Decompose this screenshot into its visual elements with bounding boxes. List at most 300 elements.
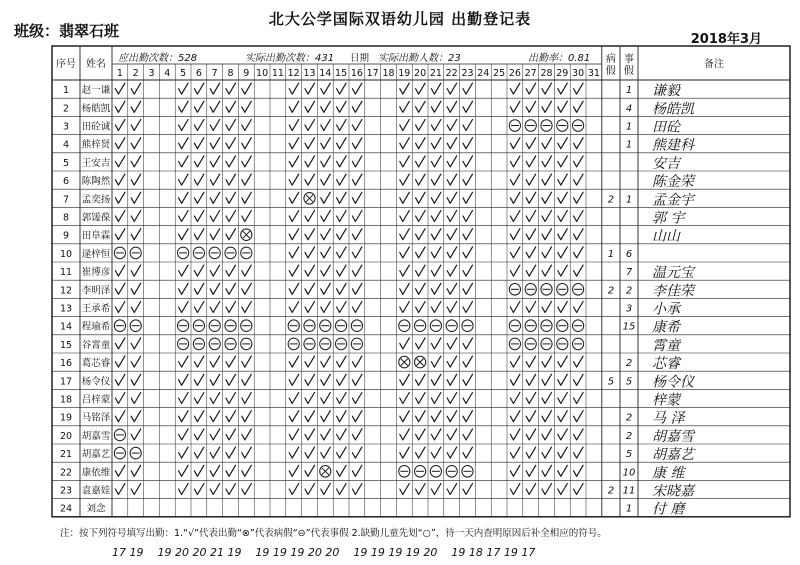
row-sick-days: 2 bbox=[607, 194, 615, 206]
day-number-8: 8 bbox=[227, 68, 234, 79]
present-check-icon bbox=[321, 101, 331, 112]
present-check-icon bbox=[289, 374, 299, 385]
present-check-icon bbox=[558, 247, 568, 258]
present-check-icon bbox=[131, 192, 141, 203]
row-seq: 2 bbox=[62, 103, 70, 115]
present-check-icon bbox=[242, 192, 252, 203]
row-personal-days: 5 bbox=[625, 376, 633, 388]
day-number-30: 30 bbox=[572, 68, 585, 79]
present-check-icon bbox=[131, 393, 141, 404]
row-seq: 12 bbox=[59, 285, 73, 297]
present-check-icon bbox=[526, 247, 536, 258]
present-check-icon bbox=[321, 174, 331, 185]
present-check-icon bbox=[416, 338, 426, 349]
present-check-icon bbox=[179, 356, 189, 367]
present-check-icon bbox=[400, 338, 410, 349]
present-check-icon bbox=[463, 393, 473, 404]
present-check-icon bbox=[242, 211, 252, 222]
present-check-icon bbox=[115, 356, 125, 367]
class-label: 班级：翡翠石班 bbox=[14, 22, 120, 40]
present-check-icon bbox=[542, 138, 552, 149]
present-check-icon bbox=[194, 83, 204, 94]
present-check-icon bbox=[526, 101, 536, 112]
row-signature: 胡嘉艺 bbox=[652, 447, 694, 464]
present-check-icon bbox=[558, 174, 568, 185]
present-check-icon bbox=[194, 302, 204, 313]
present-check-icon bbox=[510, 374, 520, 385]
present-check-icon bbox=[179, 283, 189, 294]
present-check-icon bbox=[463, 484, 473, 495]
row-seq: 7 bbox=[62, 194, 70, 206]
present-check-icon bbox=[321, 393, 331, 404]
present-check-icon bbox=[194, 101, 204, 112]
present-check-icon bbox=[194, 447, 204, 458]
present-check-icon bbox=[131, 484, 141, 495]
present-check-icon bbox=[289, 192, 299, 203]
present-check-icon bbox=[542, 83, 552, 94]
attendance-rate: 出勤率：0.81 bbox=[528, 53, 591, 64]
present-check-icon bbox=[226, 411, 236, 422]
present-check-icon bbox=[321, 302, 331, 313]
present-check-icon bbox=[179, 101, 189, 112]
row-personal-days: 4 bbox=[625, 103, 633, 115]
daily-totals: 17 19 19 20 20 21 19 19 19 19 20 20 19 19 19 19 20 19 18 17 19 17 bbox=[112, 546, 536, 559]
day-number-20: 20 bbox=[414, 68, 427, 79]
present-check-icon bbox=[526, 138, 536, 149]
present-check-icon bbox=[289, 138, 299, 149]
present-check-icon bbox=[431, 120, 441, 131]
present-check-icon bbox=[226, 101, 236, 112]
row-name: 赵一谦 bbox=[81, 85, 111, 97]
present-check-icon bbox=[352, 156, 362, 167]
present-check-icon bbox=[210, 393, 220, 404]
row-name: 胡嘉雪 bbox=[81, 430, 111, 442]
present-check-icon bbox=[574, 429, 584, 440]
row-signature: 杨令仪 bbox=[652, 374, 694, 391]
present-check-icon bbox=[352, 411, 362, 422]
row-signature: 李佳荣 bbox=[652, 283, 694, 300]
present-check-icon bbox=[558, 83, 568, 94]
present-check-icon bbox=[194, 174, 204, 185]
row-name: 程瑜希 bbox=[81, 321, 111, 333]
present-check-icon bbox=[526, 229, 536, 240]
table-cells bbox=[56, 52, 724, 518]
present-check-icon bbox=[526, 83, 536, 94]
present-check-icon bbox=[321, 247, 331, 258]
present-check-icon bbox=[305, 247, 315, 258]
present-check-icon bbox=[115, 138, 125, 149]
present-check-icon bbox=[352, 356, 362, 367]
present-check-icon bbox=[242, 120, 252, 131]
present-check-icon bbox=[179, 265, 189, 276]
present-check-icon bbox=[337, 101, 347, 112]
present-check-icon bbox=[447, 302, 457, 313]
present-check-icon bbox=[558, 374, 568, 385]
present-check-icon bbox=[431, 447, 441, 458]
present-check-icon bbox=[337, 411, 347, 422]
row-sick-days: 1 bbox=[607, 248, 615, 260]
present-check-icon bbox=[352, 302, 362, 313]
present-check-icon bbox=[194, 374, 204, 385]
present-check-icon bbox=[431, 265, 441, 276]
present-check-icon bbox=[416, 374, 426, 385]
row-signature: 胡嘉雪 bbox=[652, 428, 694, 445]
present-check-icon bbox=[431, 374, 441, 385]
row-signature: 山山 bbox=[652, 228, 680, 245]
present-check-icon bbox=[210, 265, 220, 276]
present-check-icon bbox=[416, 101, 426, 112]
present-check-icon bbox=[352, 447, 362, 458]
present-check-icon bbox=[400, 211, 410, 222]
row-seq: 17 bbox=[59, 376, 73, 388]
row-seq: 13 bbox=[59, 303, 73, 315]
present-check-icon bbox=[131, 83, 141, 94]
footer-note: 注：按下列符号填写出勤：1.“√”代表出勤“⊗”代表病假“⊖”代表事假 2.缺勤儿童先划“○”，待一天内查明原因后补全相应的符号。 bbox=[60, 528, 607, 539]
present-check-icon bbox=[400, 229, 410, 240]
present-check-icon bbox=[321, 83, 331, 94]
day-number-5: 5 bbox=[180, 68, 187, 79]
present-check-icon bbox=[226, 356, 236, 367]
present-check-icon bbox=[226, 265, 236, 276]
row-personal-days: 2 bbox=[625, 358, 633, 370]
sick-leave-cross bbox=[243, 231, 250, 238]
row-name: 吕梓蒙 bbox=[81, 394, 111, 406]
present-check-icon bbox=[574, 393, 584, 404]
present-check-icon bbox=[321, 192, 331, 203]
present-check-icon bbox=[194, 120, 204, 131]
present-check-icon bbox=[226, 229, 236, 240]
present-check-icon bbox=[542, 265, 552, 276]
day-number-28: 28 bbox=[540, 68, 553, 79]
present-check-icon bbox=[463, 429, 473, 440]
present-check-icon bbox=[242, 156, 252, 167]
present-check-icon bbox=[574, 356, 584, 367]
present-check-icon bbox=[337, 283, 347, 294]
present-check-icon bbox=[352, 465, 362, 476]
present-check-icon bbox=[510, 447, 520, 458]
row-signature: 谦毅 bbox=[652, 83, 680, 100]
present-check-icon bbox=[542, 156, 552, 167]
present-check-icon bbox=[431, 393, 441, 404]
actual-count: 实际出勤次数：431 bbox=[245, 53, 335, 64]
present-check-icon bbox=[416, 484, 426, 495]
present-check-icon bbox=[526, 265, 536, 276]
present-check-icon bbox=[289, 411, 299, 422]
present-check-icon bbox=[194, 411, 204, 422]
present-check-icon bbox=[194, 265, 204, 276]
present-check-icon bbox=[447, 101, 457, 112]
row-seq: 20 bbox=[59, 430, 73, 442]
row-seq: 16 bbox=[59, 358, 73, 370]
present-check-icon bbox=[226, 302, 236, 313]
present-check-icon bbox=[526, 447, 536, 458]
present-check-icon bbox=[305, 156, 315, 167]
present-check-icon bbox=[400, 174, 410, 185]
present-check-icon bbox=[305, 302, 315, 313]
row-personal-days: 11 bbox=[622, 485, 636, 497]
row-seq: 5 bbox=[62, 157, 70, 169]
present-check-icon bbox=[226, 138, 236, 149]
present-check-icon bbox=[131, 229, 141, 240]
present-check-icon bbox=[321, 283, 331, 294]
present-check-icon bbox=[321, 265, 331, 276]
present-check-icon bbox=[352, 120, 362, 131]
day-number-10: 10 bbox=[256, 68, 269, 79]
present-check-icon bbox=[526, 211, 536, 222]
present-check-icon bbox=[179, 465, 189, 476]
row-personal-days: 7 bbox=[625, 267, 633, 279]
present-check-icon bbox=[352, 83, 362, 94]
present-check-icon bbox=[447, 338, 457, 349]
present-check-icon bbox=[210, 465, 220, 476]
present-check-icon bbox=[305, 283, 315, 294]
row-name: 王承希 bbox=[81, 303, 111, 315]
present-check-icon bbox=[510, 247, 520, 258]
present-check-icon bbox=[447, 484, 457, 495]
present-check-icon bbox=[179, 447, 189, 458]
day-number-22: 22 bbox=[445, 68, 458, 79]
present-check-icon bbox=[400, 302, 410, 313]
present-check-icon bbox=[226, 374, 236, 385]
attendee-count: 实际出勤人数：23 bbox=[378, 53, 461, 64]
row-signature: 梓蒙 bbox=[652, 392, 680, 409]
present-check-icon bbox=[463, 211, 473, 222]
day-number-14: 14 bbox=[319, 68, 332, 79]
row-name: 胡嘉艺 bbox=[81, 449, 111, 461]
present-check-icon bbox=[305, 429, 315, 440]
present-check-icon bbox=[574, 211, 584, 222]
present-check-icon bbox=[321, 484, 331, 495]
present-check-icon bbox=[574, 302, 584, 313]
row-personal-days: 2 bbox=[625, 412, 633, 424]
present-check-icon bbox=[179, 411, 189, 422]
present-check-icon bbox=[510, 393, 520, 404]
present-check-icon bbox=[542, 247, 552, 258]
present-check-icon bbox=[352, 484, 362, 495]
present-check-icon bbox=[194, 156, 204, 167]
row-signature: 安吉 bbox=[652, 155, 680, 172]
present-check-icon bbox=[305, 229, 315, 240]
present-check-icon bbox=[194, 138, 204, 149]
present-check-icon bbox=[400, 484, 410, 495]
day-number-25: 25 bbox=[493, 68, 506, 79]
present-check-icon bbox=[526, 465, 536, 476]
present-check-icon bbox=[242, 484, 252, 495]
row-personal-days: 6 bbox=[625, 248, 633, 260]
present-check-icon bbox=[210, 192, 220, 203]
present-check-icon bbox=[131, 338, 141, 349]
present-check-icon bbox=[242, 374, 252, 385]
row-name: 崔博彦 bbox=[81, 267, 111, 279]
present-check-icon bbox=[194, 229, 204, 240]
present-check-icon bbox=[131, 211, 141, 222]
row-personal-days: 2 bbox=[625, 285, 633, 297]
present-check-icon bbox=[400, 101, 410, 112]
present-check-icon bbox=[416, 174, 426, 185]
present-check-icon bbox=[558, 192, 568, 203]
present-check-icon bbox=[179, 174, 189, 185]
present-check-icon bbox=[431, 411, 441, 422]
present-check-icon bbox=[542, 211, 552, 222]
present-check-icon bbox=[289, 302, 299, 313]
present-check-icon bbox=[447, 374, 457, 385]
present-check-icon bbox=[337, 447, 347, 458]
present-check-icon bbox=[337, 465, 347, 476]
present-check-icon bbox=[337, 156, 347, 167]
present-check-icon bbox=[574, 83, 584, 94]
present-check-icon bbox=[242, 101, 252, 112]
present-check-icon bbox=[416, 429, 426, 440]
present-check-icon bbox=[242, 283, 252, 294]
present-check-icon bbox=[337, 484, 347, 495]
present-check-icon bbox=[305, 393, 315, 404]
row-personal-days: 1 bbox=[625, 139, 633, 151]
present-check-icon bbox=[131, 120, 141, 131]
present-check-icon bbox=[242, 465, 252, 476]
present-check-icon bbox=[337, 211, 347, 222]
present-check-icon bbox=[210, 138, 220, 149]
present-check-icon bbox=[115, 192, 125, 203]
day-number-15: 15 bbox=[335, 68, 348, 79]
present-check-icon bbox=[194, 429, 204, 440]
present-check-icon bbox=[542, 229, 552, 240]
present-check-icon bbox=[226, 156, 236, 167]
present-check-icon bbox=[194, 192, 204, 203]
present-check-icon bbox=[131, 138, 141, 149]
present-check-icon bbox=[463, 338, 473, 349]
present-check-icon bbox=[416, 302, 426, 313]
present-check-icon bbox=[463, 447, 473, 458]
row-signature: 孟金宇 bbox=[652, 192, 694, 209]
present-check-icon bbox=[337, 393, 347, 404]
present-check-icon bbox=[226, 192, 236, 203]
present-check-icon bbox=[337, 174, 347, 185]
present-check-icon bbox=[431, 138, 441, 149]
day-number-16: 16 bbox=[350, 68, 363, 79]
present-check-icon bbox=[447, 429, 457, 440]
present-check-icon bbox=[463, 411, 473, 422]
present-check-icon bbox=[289, 393, 299, 404]
present-check-icon bbox=[321, 211, 331, 222]
present-check-icon bbox=[305, 83, 315, 94]
present-check-icon bbox=[321, 411, 331, 422]
present-check-icon bbox=[210, 83, 220, 94]
present-check-icon bbox=[352, 138, 362, 149]
present-check-icon bbox=[447, 211, 457, 222]
row-seq: 14 bbox=[59, 321, 73, 333]
day-number-3: 3 bbox=[148, 68, 155, 79]
row-personal-days: 1 bbox=[625, 194, 633, 206]
present-check-icon bbox=[526, 374, 536, 385]
row-seq: 15 bbox=[59, 339, 73, 351]
day-number-13: 13 bbox=[303, 68, 316, 79]
present-check-icon bbox=[558, 356, 568, 367]
present-check-icon bbox=[510, 156, 520, 167]
row-personal-days: 1 bbox=[625, 85, 633, 97]
row-seq: 19 bbox=[59, 412, 73, 424]
present-check-icon bbox=[289, 229, 299, 240]
row-name: 袁嘉娃 bbox=[81, 485, 111, 497]
present-check-icon bbox=[400, 374, 410, 385]
row-signature: 芯睿 bbox=[652, 356, 680, 373]
present-check-icon bbox=[131, 101, 141, 112]
present-check-icon bbox=[352, 247, 362, 258]
present-check-icon bbox=[115, 174, 125, 185]
present-check-icon bbox=[463, 174, 473, 185]
present-check-icon bbox=[289, 429, 299, 440]
present-check-icon bbox=[510, 138, 520, 149]
present-check-icon bbox=[431, 192, 441, 203]
present-check-icon bbox=[400, 120, 410, 131]
present-check-icon bbox=[115, 265, 125, 276]
present-check-icon bbox=[352, 211, 362, 222]
present-check-icon bbox=[226, 283, 236, 294]
present-check-icon bbox=[115, 229, 125, 240]
sick-header-char-1: 病 bbox=[605, 54, 616, 65]
day-number-17: 17 bbox=[366, 68, 379, 79]
present-check-icon bbox=[289, 283, 299, 294]
present-check-icon bbox=[447, 229, 457, 240]
present-check-icon bbox=[321, 156, 331, 167]
present-check-icon bbox=[210, 101, 220, 112]
present-check-icon bbox=[526, 429, 536, 440]
present-check-icon bbox=[179, 138, 189, 149]
present-check-icon bbox=[447, 356, 457, 367]
present-check-icon bbox=[447, 174, 457, 185]
present-check-icon bbox=[352, 174, 362, 185]
present-check-icon bbox=[226, 393, 236, 404]
present-check-icon bbox=[337, 229, 347, 240]
name-header: 姓名 bbox=[86, 59, 106, 70]
present-check-icon bbox=[337, 429, 347, 440]
present-check-icon bbox=[463, 156, 473, 167]
day-number-26: 26 bbox=[508, 68, 521, 79]
present-check-icon bbox=[226, 211, 236, 222]
present-check-icon bbox=[431, 484, 441, 495]
present-check-icon bbox=[305, 356, 315, 367]
present-check-icon bbox=[510, 429, 520, 440]
sick-leave-cross bbox=[417, 359, 424, 366]
present-check-icon bbox=[115, 120, 125, 131]
present-check-icon bbox=[210, 211, 220, 222]
row-personal-days: 1 bbox=[625, 503, 633, 515]
present-check-icon bbox=[289, 265, 299, 276]
row-seq: 9 bbox=[62, 230, 70, 242]
present-check-icon bbox=[574, 156, 584, 167]
row-seq: 22 bbox=[59, 467, 73, 479]
personal-header-char-1: 事 bbox=[624, 54, 634, 65]
present-check-icon bbox=[337, 83, 347, 94]
present-check-icon bbox=[210, 429, 220, 440]
present-check-icon bbox=[558, 302, 568, 313]
row-seq: 6 bbox=[62, 176, 70, 188]
row-name: 杨令仪 bbox=[81, 376, 111, 388]
present-check-icon bbox=[210, 302, 220, 313]
row-signature: 田砼 bbox=[652, 119, 680, 136]
present-check-icon bbox=[526, 174, 536, 185]
row-personal-days: 3 bbox=[625, 303, 633, 315]
present-check-icon bbox=[210, 174, 220, 185]
present-check-icon bbox=[179, 120, 189, 131]
present-check-icon bbox=[416, 229, 426, 240]
present-check-icon bbox=[416, 247, 426, 258]
present-check-icon bbox=[400, 411, 410, 422]
present-check-icon bbox=[305, 374, 315, 385]
document-title: 北大公学国际双语幼儿园 出勤登记表 bbox=[268, 10, 532, 28]
present-check-icon bbox=[400, 138, 410, 149]
present-check-icon bbox=[131, 356, 141, 367]
present-check-icon bbox=[431, 338, 441, 349]
